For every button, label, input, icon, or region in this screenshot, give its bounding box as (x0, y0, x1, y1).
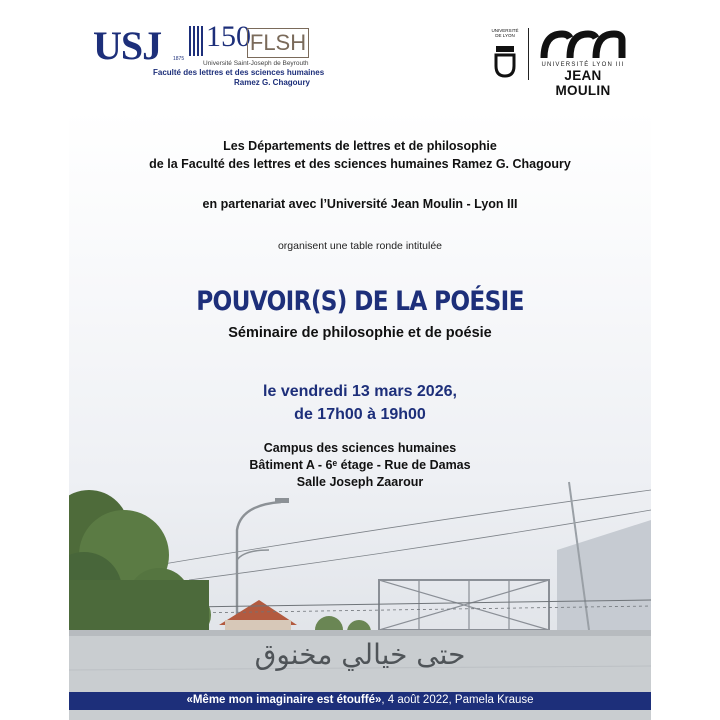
usj-emblem-icon (189, 26, 203, 56)
partnership-line: en partenariat avec l’Université Jean Moulin - Lyon III (202, 197, 518, 211)
event-title: POUVOIR(S) DE LA POÉSIE (196, 286, 524, 317)
venue-campus: Campus des sciences humaines (263, 441, 457, 455)
usj-letters: USJ (93, 23, 162, 68)
wall-graffiti: حتى خيالي مخنوق (254, 638, 466, 671)
faculty-name: Faculté des lettres et des sciences humaines (153, 68, 325, 77)
header (0, 0, 720, 110)
organise-line: organisent une table ronde intitulée (277, 240, 443, 252)
photo-caption (69, 694, 651, 706)
universite-lyon3-label: UNIVERSITÉ LYON III (541, 62, 625, 68)
university-name: Université Saint-Joseph de Beyrouth (203, 60, 309, 67)
departments-line-1: Les Départements de lettres et de philosophie (223, 139, 497, 153)
venue-building: Bâtiment A - 6ᵉ étage - Rue de Damas (249, 458, 471, 472)
caption-quote: «Même mon imaginaire est étouffé» (186, 694, 382, 706)
flsh-logo: FLSH (247, 28, 309, 58)
usj-year: 1875 (173, 56, 185, 62)
event-time: de 17h00 à 19h00 (294, 406, 426, 423)
venue-room: Salle Joseph Zaarour (296, 475, 424, 489)
event-subtitle: Séminaire de philosophie et de poésie (228, 325, 492, 341)
logo-separator (528, 28, 529, 80)
jean-moulin-arcs-icon (540, 30, 626, 60)
event-date: le vendredi 13 mars 2026, (263, 383, 457, 400)
universite-de-lyon-label: UNIVERSITÉ DE LYON (491, 28, 519, 38)
lyon-shield-icon (494, 42, 516, 78)
caption-attribution: , 4 août 2022, Pamela Krause (381, 694, 534, 706)
anniversary-badge: 150 (206, 20, 251, 53)
jean-moulin-label: JEAN MOULIN (555, 68, 611, 98)
departments-line-2: de la Faculté des lettres et des sciences humaines Ramez G. Chagoury (149, 157, 571, 171)
faculty-patron: Ramez G. Chagoury (233, 78, 310, 87)
